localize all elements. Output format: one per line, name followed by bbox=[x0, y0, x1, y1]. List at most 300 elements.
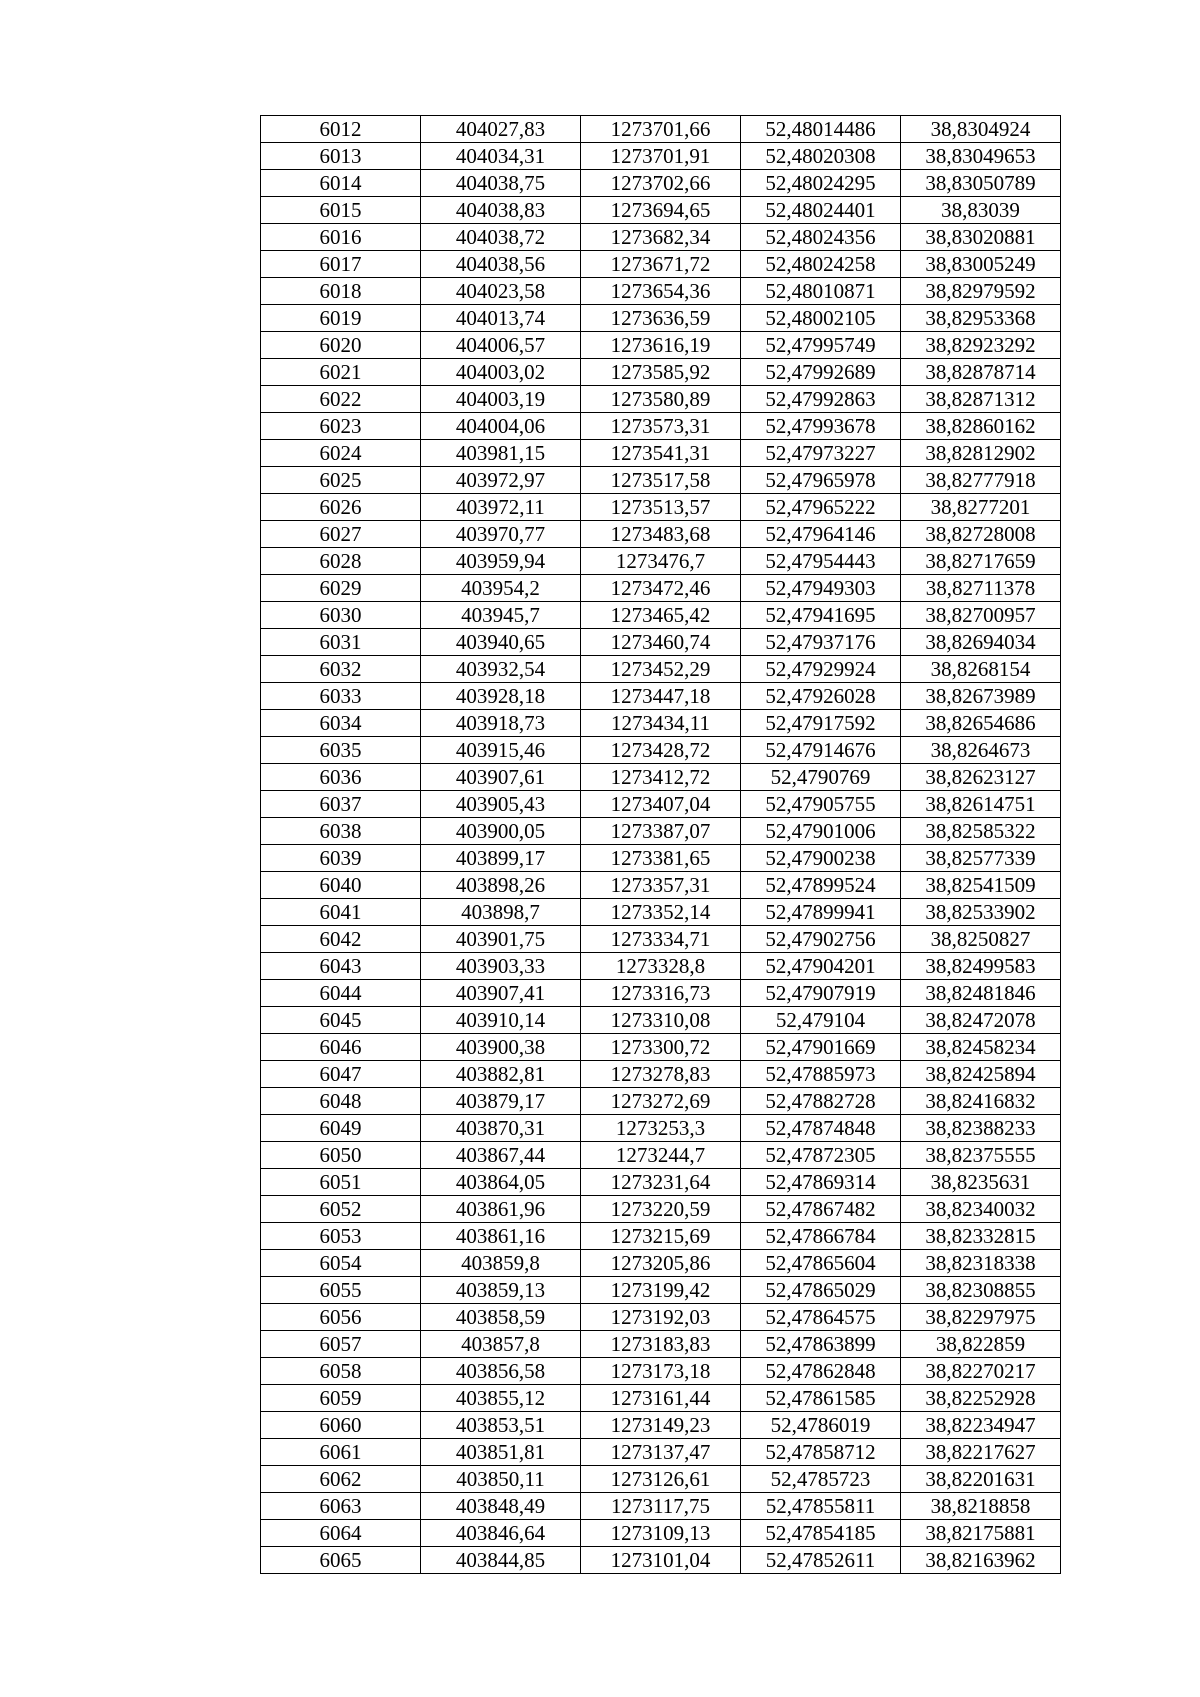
x-coordinate-cell: 404023,58 bbox=[421, 278, 581, 305]
longitude-cell: 38,8250827 bbox=[901, 926, 1061, 953]
table-row bbox=[261, 1304, 1061, 1331]
table-row bbox=[261, 494, 1061, 521]
latitude-cell: 52,47882728 bbox=[741, 1088, 901, 1115]
table-row bbox=[261, 1277, 1061, 1304]
y-coordinate-cell: 1273476,7 bbox=[581, 548, 741, 575]
y-coordinate-cell: 1273126,61 bbox=[581, 1466, 741, 1493]
table-row bbox=[261, 575, 1061, 602]
longitude-cell: 38,82297975 bbox=[901, 1304, 1061, 1331]
latitude-cell: 52,48024258 bbox=[741, 251, 901, 278]
x-coordinate-cell: 403915,46 bbox=[421, 737, 581, 764]
y-coordinate-cell: 1273428,72 bbox=[581, 737, 741, 764]
y-coordinate-cell: 1273215,69 bbox=[581, 1223, 741, 1250]
x-coordinate-cell: 403959,94 bbox=[421, 548, 581, 575]
longitude-cell: 38,8264673 bbox=[901, 737, 1061, 764]
latitude-cell: 52,47937176 bbox=[741, 629, 901, 656]
latitude-cell: 52,47901006 bbox=[741, 818, 901, 845]
longitude-cell: 38,82923292 bbox=[901, 332, 1061, 359]
latitude-cell: 52,48020308 bbox=[741, 143, 901, 170]
longitude-cell: 38,82533902 bbox=[901, 899, 1061, 926]
x-coordinate-cell: 403899,17 bbox=[421, 845, 581, 872]
point-number-cell: 6017 bbox=[261, 251, 421, 278]
x-coordinate-cell: 403859,13 bbox=[421, 1277, 581, 1304]
longitude-cell: 38,83039 bbox=[901, 197, 1061, 224]
table-row bbox=[261, 791, 1061, 818]
x-coordinate-cell: 403848,49 bbox=[421, 1493, 581, 1520]
table-row bbox=[261, 818, 1061, 845]
x-coordinate-cell: 404003,19 bbox=[421, 386, 581, 413]
table-row bbox=[261, 683, 1061, 710]
y-coordinate-cell: 1273434,11 bbox=[581, 710, 741, 737]
coordinates-table-body bbox=[261, 116, 1061, 1574]
latitude-cell: 52,47941695 bbox=[741, 602, 901, 629]
latitude-cell: 52,47949303 bbox=[741, 575, 901, 602]
x-coordinate-cell: 403856,58 bbox=[421, 1358, 581, 1385]
latitude-cell: 52,48024356 bbox=[741, 224, 901, 251]
point-number-cell: 6040 bbox=[261, 872, 421, 899]
longitude-cell: 38,82717659 bbox=[901, 548, 1061, 575]
y-coordinate-cell: 1273109,13 bbox=[581, 1520, 741, 1547]
table-row bbox=[261, 737, 1061, 764]
table-row bbox=[261, 953, 1061, 980]
latitude-cell: 52,47858712 bbox=[741, 1439, 901, 1466]
y-coordinate-cell: 1273137,47 bbox=[581, 1439, 741, 1466]
longitude-cell: 38,82777918 bbox=[901, 467, 1061, 494]
longitude-cell: 38,82375555 bbox=[901, 1142, 1061, 1169]
latitude-cell: 52,48024295 bbox=[741, 170, 901, 197]
table-row bbox=[261, 1250, 1061, 1277]
table-row bbox=[261, 548, 1061, 575]
x-coordinate-cell: 404038,72 bbox=[421, 224, 581, 251]
latitude-cell: 52,47863899 bbox=[741, 1331, 901, 1358]
x-coordinate-cell: 404013,74 bbox=[421, 305, 581, 332]
x-coordinate-cell: 404034,31 bbox=[421, 143, 581, 170]
table-row bbox=[261, 1412, 1061, 1439]
y-coordinate-cell: 1273173,18 bbox=[581, 1358, 741, 1385]
y-coordinate-cell: 1273694,65 bbox=[581, 197, 741, 224]
y-coordinate-cell: 1273244,7 bbox=[581, 1142, 741, 1169]
longitude-cell: 38,82388233 bbox=[901, 1115, 1061, 1142]
table-row bbox=[261, 224, 1061, 251]
longitude-cell: 38,83020881 bbox=[901, 224, 1061, 251]
y-coordinate-cell: 1273149,23 bbox=[581, 1412, 741, 1439]
x-coordinate-cell: 403844,85 bbox=[421, 1547, 581, 1574]
point-number-cell: 6050 bbox=[261, 1142, 421, 1169]
latitude-cell: 52,48024401 bbox=[741, 197, 901, 224]
x-coordinate-cell: 403898,26 bbox=[421, 872, 581, 899]
x-coordinate-cell: 404003,02 bbox=[421, 359, 581, 386]
table-row bbox=[261, 332, 1061, 359]
point-number-cell: 6022 bbox=[261, 386, 421, 413]
x-coordinate-cell: 403900,05 bbox=[421, 818, 581, 845]
latitude-cell: 52,47904201 bbox=[741, 953, 901, 980]
x-coordinate-cell: 403905,43 bbox=[421, 791, 581, 818]
y-coordinate-cell: 1273465,42 bbox=[581, 602, 741, 629]
table-row bbox=[261, 1439, 1061, 1466]
y-coordinate-cell: 1273101,04 bbox=[581, 1547, 741, 1574]
longitude-cell: 38,8235631 bbox=[901, 1169, 1061, 1196]
x-coordinate-cell: 403850,11 bbox=[421, 1466, 581, 1493]
x-coordinate-cell: 403907,61 bbox=[421, 764, 581, 791]
longitude-cell: 38,82481846 bbox=[901, 980, 1061, 1007]
x-coordinate-cell: 404038,56 bbox=[421, 251, 581, 278]
x-coordinate-cell: 403972,11 bbox=[421, 494, 581, 521]
longitude-cell: 38,82472078 bbox=[901, 1007, 1061, 1034]
longitude-cell: 38,8277201 bbox=[901, 494, 1061, 521]
point-number-cell: 6065 bbox=[261, 1547, 421, 1574]
y-coordinate-cell: 1273352,14 bbox=[581, 899, 741, 926]
longitude-cell: 38,82234947 bbox=[901, 1412, 1061, 1439]
latitude-cell: 52,47854185 bbox=[741, 1520, 901, 1547]
y-coordinate-cell: 1273682,34 bbox=[581, 224, 741, 251]
x-coordinate-cell: 403855,12 bbox=[421, 1385, 581, 1412]
point-number-cell: 6034 bbox=[261, 710, 421, 737]
point-number-cell: 6014 bbox=[261, 170, 421, 197]
latitude-cell: 52,47965978 bbox=[741, 467, 901, 494]
longitude-cell: 38,82541509 bbox=[901, 872, 1061, 899]
table-row bbox=[261, 170, 1061, 197]
longitude-cell: 38,82953368 bbox=[901, 305, 1061, 332]
y-coordinate-cell: 1273328,8 bbox=[581, 953, 741, 980]
point-number-cell: 6038 bbox=[261, 818, 421, 845]
longitude-cell: 38,82979592 bbox=[901, 278, 1061, 305]
y-coordinate-cell: 1273272,69 bbox=[581, 1088, 741, 1115]
y-coordinate-cell: 1273460,74 bbox=[581, 629, 741, 656]
longitude-cell: 38,82585322 bbox=[901, 818, 1061, 845]
table-row bbox=[261, 1385, 1061, 1412]
point-number-cell: 6045 bbox=[261, 1007, 421, 1034]
longitude-cell: 38,82458234 bbox=[901, 1034, 1061, 1061]
point-number-cell: 6044 bbox=[261, 980, 421, 1007]
latitude-cell: 52,47954443 bbox=[741, 548, 901, 575]
x-coordinate-cell: 403940,65 bbox=[421, 629, 581, 656]
table-row bbox=[261, 1115, 1061, 1142]
y-coordinate-cell: 1273447,18 bbox=[581, 683, 741, 710]
point-number-cell: 6028 bbox=[261, 548, 421, 575]
latitude-cell: 52,47867482 bbox=[741, 1196, 901, 1223]
latitude-cell: 52,47861585 bbox=[741, 1385, 901, 1412]
y-coordinate-cell: 1273585,92 bbox=[581, 359, 741, 386]
latitude-cell: 52,47865604 bbox=[741, 1250, 901, 1277]
point-number-cell: 6036 bbox=[261, 764, 421, 791]
x-coordinate-cell: 403857,8 bbox=[421, 1331, 581, 1358]
x-coordinate-cell: 403970,77 bbox=[421, 521, 581, 548]
y-coordinate-cell: 1273472,46 bbox=[581, 575, 741, 602]
x-coordinate-cell: 404027,83 bbox=[421, 116, 581, 143]
table-row bbox=[261, 278, 1061, 305]
latitude-cell: 52,47995749 bbox=[741, 332, 901, 359]
y-coordinate-cell: 1273452,29 bbox=[581, 656, 741, 683]
longitude-cell: 38,82700957 bbox=[901, 602, 1061, 629]
latitude-cell: 52,47964146 bbox=[741, 521, 901, 548]
latitude-cell: 52,47914676 bbox=[741, 737, 901, 764]
point-number-cell: 6060 bbox=[261, 1412, 421, 1439]
x-coordinate-cell: 403932,54 bbox=[421, 656, 581, 683]
longitude-cell: 38,82425894 bbox=[901, 1061, 1061, 1088]
latitude-cell: 52,47900238 bbox=[741, 845, 901, 872]
table-row bbox=[261, 980, 1061, 1007]
y-coordinate-cell: 1273412,72 bbox=[581, 764, 741, 791]
y-coordinate-cell: 1273161,44 bbox=[581, 1385, 741, 1412]
y-coordinate-cell: 1273701,66 bbox=[581, 116, 741, 143]
x-coordinate-cell: 403901,75 bbox=[421, 926, 581, 953]
latitude-cell: 52,47973227 bbox=[741, 440, 901, 467]
table-row bbox=[261, 1169, 1061, 1196]
point-number-cell: 6049 bbox=[261, 1115, 421, 1142]
longitude-cell: 38,82623127 bbox=[901, 764, 1061, 791]
point-number-cell: 6051 bbox=[261, 1169, 421, 1196]
table-row bbox=[261, 602, 1061, 629]
table-row bbox=[261, 629, 1061, 656]
table-row bbox=[261, 413, 1061, 440]
point-number-cell: 6029 bbox=[261, 575, 421, 602]
longitude-cell: 38,82654686 bbox=[901, 710, 1061, 737]
y-coordinate-cell: 1273636,59 bbox=[581, 305, 741, 332]
point-number-cell: 6046 bbox=[261, 1034, 421, 1061]
x-coordinate-cell: 403981,15 bbox=[421, 440, 581, 467]
longitude-cell: 38,82252928 bbox=[901, 1385, 1061, 1412]
x-coordinate-cell: 403918,73 bbox=[421, 710, 581, 737]
longitude-cell: 38,82871312 bbox=[901, 386, 1061, 413]
point-number-cell: 6016 bbox=[261, 224, 421, 251]
point-number-cell: 6019 bbox=[261, 305, 421, 332]
point-number-cell: 6015 bbox=[261, 197, 421, 224]
table-row bbox=[261, 1034, 1061, 1061]
point-number-cell: 6023 bbox=[261, 413, 421, 440]
longitude-cell: 38,83005249 bbox=[901, 251, 1061, 278]
point-number-cell: 6047 bbox=[261, 1061, 421, 1088]
table-row bbox=[261, 1520, 1061, 1547]
latitude-cell: 52,48014486 bbox=[741, 116, 901, 143]
point-number-cell: 6059 bbox=[261, 1385, 421, 1412]
longitude-cell: 38,82175881 bbox=[901, 1520, 1061, 1547]
latitude-cell: 52,479104 bbox=[741, 1007, 901, 1034]
latitude-cell: 52,47965222 bbox=[741, 494, 901, 521]
table-row bbox=[261, 1223, 1061, 1250]
point-number-cell: 6026 bbox=[261, 494, 421, 521]
latitude-cell: 52,47992863 bbox=[741, 386, 901, 413]
y-coordinate-cell: 1273483,68 bbox=[581, 521, 741, 548]
latitude-cell: 52,47929924 bbox=[741, 656, 901, 683]
table-row bbox=[261, 710, 1061, 737]
y-coordinate-cell: 1273300,72 bbox=[581, 1034, 741, 1061]
x-coordinate-cell: 403954,2 bbox=[421, 575, 581, 602]
table-row bbox=[261, 1007, 1061, 1034]
point-number-cell: 6062 bbox=[261, 1466, 421, 1493]
longitude-cell: 38,82577339 bbox=[901, 845, 1061, 872]
point-number-cell: 6043 bbox=[261, 953, 421, 980]
longitude-cell: 38,82308855 bbox=[901, 1277, 1061, 1304]
table-row bbox=[261, 1061, 1061, 1088]
y-coordinate-cell: 1273316,73 bbox=[581, 980, 741, 1007]
x-coordinate-cell: 404004,06 bbox=[421, 413, 581, 440]
x-coordinate-cell: 403907,41 bbox=[421, 980, 581, 1007]
point-number-cell: 6030 bbox=[261, 602, 421, 629]
longitude-cell: 38,82673989 bbox=[901, 683, 1061, 710]
y-coordinate-cell: 1273357,31 bbox=[581, 872, 741, 899]
table-row bbox=[261, 386, 1061, 413]
y-coordinate-cell: 1273513,57 bbox=[581, 494, 741, 521]
x-coordinate-cell: 404006,57 bbox=[421, 332, 581, 359]
table-row bbox=[261, 1196, 1061, 1223]
point-number-cell: 6037 bbox=[261, 791, 421, 818]
x-coordinate-cell: 403870,31 bbox=[421, 1115, 581, 1142]
x-coordinate-cell: 403882,81 bbox=[421, 1061, 581, 1088]
y-coordinate-cell: 1273702,66 bbox=[581, 170, 741, 197]
table-row bbox=[261, 764, 1061, 791]
latitude-cell: 52,47862848 bbox=[741, 1358, 901, 1385]
x-coordinate-cell: 403910,14 bbox=[421, 1007, 581, 1034]
longitude-cell: 38,82499583 bbox=[901, 953, 1061, 980]
latitude-cell: 52,47872305 bbox=[741, 1142, 901, 1169]
y-coordinate-cell: 1273205,86 bbox=[581, 1250, 741, 1277]
longitude-cell: 38,82812902 bbox=[901, 440, 1061, 467]
y-coordinate-cell: 1273278,83 bbox=[581, 1061, 741, 1088]
x-coordinate-cell: 403867,44 bbox=[421, 1142, 581, 1169]
y-coordinate-cell: 1273334,71 bbox=[581, 926, 741, 953]
longitude-cell: 38,8268154 bbox=[901, 656, 1061, 683]
x-coordinate-cell: 403859,8 bbox=[421, 1250, 581, 1277]
y-coordinate-cell: 1273517,58 bbox=[581, 467, 741, 494]
table-row bbox=[261, 872, 1061, 899]
y-coordinate-cell: 1273580,89 bbox=[581, 386, 741, 413]
latitude-cell: 52,47874848 bbox=[741, 1115, 901, 1142]
latitude-cell: 52,47899941 bbox=[741, 899, 901, 926]
latitude-cell: 52,47926028 bbox=[741, 683, 901, 710]
point-number-cell: 6052 bbox=[261, 1196, 421, 1223]
y-coordinate-cell: 1273117,75 bbox=[581, 1493, 741, 1520]
point-number-cell: 6048 bbox=[261, 1088, 421, 1115]
table-row bbox=[261, 467, 1061, 494]
latitude-cell: 52,48010871 bbox=[741, 278, 901, 305]
x-coordinate-cell: 403864,05 bbox=[421, 1169, 581, 1196]
table-row bbox=[261, 845, 1061, 872]
longitude-cell: 38,82201631 bbox=[901, 1466, 1061, 1493]
latitude-cell: 52,4785723 bbox=[741, 1466, 901, 1493]
point-number-cell: 6032 bbox=[261, 656, 421, 683]
point-number-cell: 6061 bbox=[261, 1439, 421, 1466]
latitude-cell: 52,47865029 bbox=[741, 1277, 901, 1304]
latitude-cell: 52,47864575 bbox=[741, 1304, 901, 1331]
y-coordinate-cell: 1273616,19 bbox=[581, 332, 741, 359]
table-row bbox=[261, 926, 1061, 953]
x-coordinate-cell: 403861,96 bbox=[421, 1196, 581, 1223]
longitude-cell: 38,82711378 bbox=[901, 575, 1061, 602]
x-coordinate-cell: 403879,17 bbox=[421, 1088, 581, 1115]
longitude-cell: 38,82860162 bbox=[901, 413, 1061, 440]
y-coordinate-cell: 1273381,65 bbox=[581, 845, 741, 872]
latitude-cell: 52,47993678 bbox=[741, 413, 901, 440]
x-coordinate-cell: 403858,59 bbox=[421, 1304, 581, 1331]
x-coordinate-cell: 403851,81 bbox=[421, 1439, 581, 1466]
point-number-cell: 6035 bbox=[261, 737, 421, 764]
table-row bbox=[261, 1142, 1061, 1169]
table-row bbox=[261, 1493, 1061, 1520]
latitude-cell: 52,47855811 bbox=[741, 1493, 901, 1520]
point-number-cell: 6055 bbox=[261, 1277, 421, 1304]
x-coordinate-cell: 403900,38 bbox=[421, 1034, 581, 1061]
x-coordinate-cell: 403853,51 bbox=[421, 1412, 581, 1439]
point-number-cell: 6039 bbox=[261, 845, 421, 872]
table-row bbox=[261, 1466, 1061, 1493]
y-coordinate-cell: 1273192,03 bbox=[581, 1304, 741, 1331]
longitude-cell: 38,82217627 bbox=[901, 1439, 1061, 1466]
table-row bbox=[261, 521, 1061, 548]
point-number-cell: 6013 bbox=[261, 143, 421, 170]
point-number-cell: 6042 bbox=[261, 926, 421, 953]
x-coordinate-cell: 403928,18 bbox=[421, 683, 581, 710]
table-row bbox=[261, 1331, 1061, 1358]
longitude-cell: 38,82332815 bbox=[901, 1223, 1061, 1250]
x-coordinate-cell: 403945,7 bbox=[421, 602, 581, 629]
point-number-cell: 6021 bbox=[261, 359, 421, 386]
table-row bbox=[261, 1088, 1061, 1115]
y-coordinate-cell: 1273199,42 bbox=[581, 1277, 741, 1304]
y-coordinate-cell: 1273541,31 bbox=[581, 440, 741, 467]
table-row bbox=[261, 143, 1061, 170]
point-number-cell: 6054 bbox=[261, 1250, 421, 1277]
y-coordinate-cell: 1273387,07 bbox=[581, 818, 741, 845]
coordinates-table bbox=[260, 115, 1061, 1574]
y-coordinate-cell: 1273231,64 bbox=[581, 1169, 741, 1196]
latitude-cell: 52,47885973 bbox=[741, 1061, 901, 1088]
y-coordinate-cell: 1273183,83 bbox=[581, 1331, 741, 1358]
point-number-cell: 6012 bbox=[261, 116, 421, 143]
latitude-cell: 52,47869314 bbox=[741, 1169, 901, 1196]
longitude-cell: 38,82340032 bbox=[901, 1196, 1061, 1223]
point-number-cell: 6063 bbox=[261, 1493, 421, 1520]
point-number-cell: 6018 bbox=[261, 278, 421, 305]
table-row bbox=[261, 359, 1061, 386]
table-row bbox=[261, 1358, 1061, 1385]
longitude-cell: 38,83049653 bbox=[901, 143, 1061, 170]
longitude-cell: 38,822859 bbox=[901, 1331, 1061, 1358]
x-coordinate-cell: 403972,97 bbox=[421, 467, 581, 494]
longitude-cell: 38,82318338 bbox=[901, 1250, 1061, 1277]
longitude-cell: 38,83050789 bbox=[901, 170, 1061, 197]
y-coordinate-cell: 1273407,04 bbox=[581, 791, 741, 818]
longitude-cell: 38,8218858 bbox=[901, 1493, 1061, 1520]
point-number-cell: 6027 bbox=[261, 521, 421, 548]
longitude-cell: 38,82270217 bbox=[901, 1358, 1061, 1385]
latitude-cell: 52,47852611 bbox=[741, 1547, 901, 1574]
x-coordinate-cell: 403898,7 bbox=[421, 899, 581, 926]
y-coordinate-cell: 1273573,31 bbox=[581, 413, 741, 440]
latitude-cell: 52,4786019 bbox=[741, 1412, 901, 1439]
point-number-cell: 6056 bbox=[261, 1304, 421, 1331]
x-coordinate-cell: 403861,16 bbox=[421, 1223, 581, 1250]
y-coordinate-cell: 1273701,91 bbox=[581, 143, 741, 170]
latitude-cell: 52,47899524 bbox=[741, 872, 901, 899]
table-row bbox=[261, 251, 1061, 278]
point-number-cell: 6024 bbox=[261, 440, 421, 467]
table-row bbox=[261, 440, 1061, 467]
table-row bbox=[261, 656, 1061, 683]
latitude-cell: 52,47907919 bbox=[741, 980, 901, 1007]
x-coordinate-cell: 403846,64 bbox=[421, 1520, 581, 1547]
latitude-cell: 52,47866784 bbox=[741, 1223, 901, 1250]
longitude-cell: 38,82163962 bbox=[901, 1547, 1061, 1574]
latitude-cell: 52,47902756 bbox=[741, 926, 901, 953]
x-coordinate-cell: 404038,83 bbox=[421, 197, 581, 224]
point-number-cell: 6064 bbox=[261, 1520, 421, 1547]
y-coordinate-cell: 1273671,72 bbox=[581, 251, 741, 278]
table-row bbox=[261, 899, 1061, 926]
point-number-cell: 6041 bbox=[261, 899, 421, 926]
latitude-cell: 52,47901669 bbox=[741, 1034, 901, 1061]
y-coordinate-cell: 1273310,08 bbox=[581, 1007, 741, 1034]
x-coordinate-cell: 403903,33 bbox=[421, 953, 581, 980]
